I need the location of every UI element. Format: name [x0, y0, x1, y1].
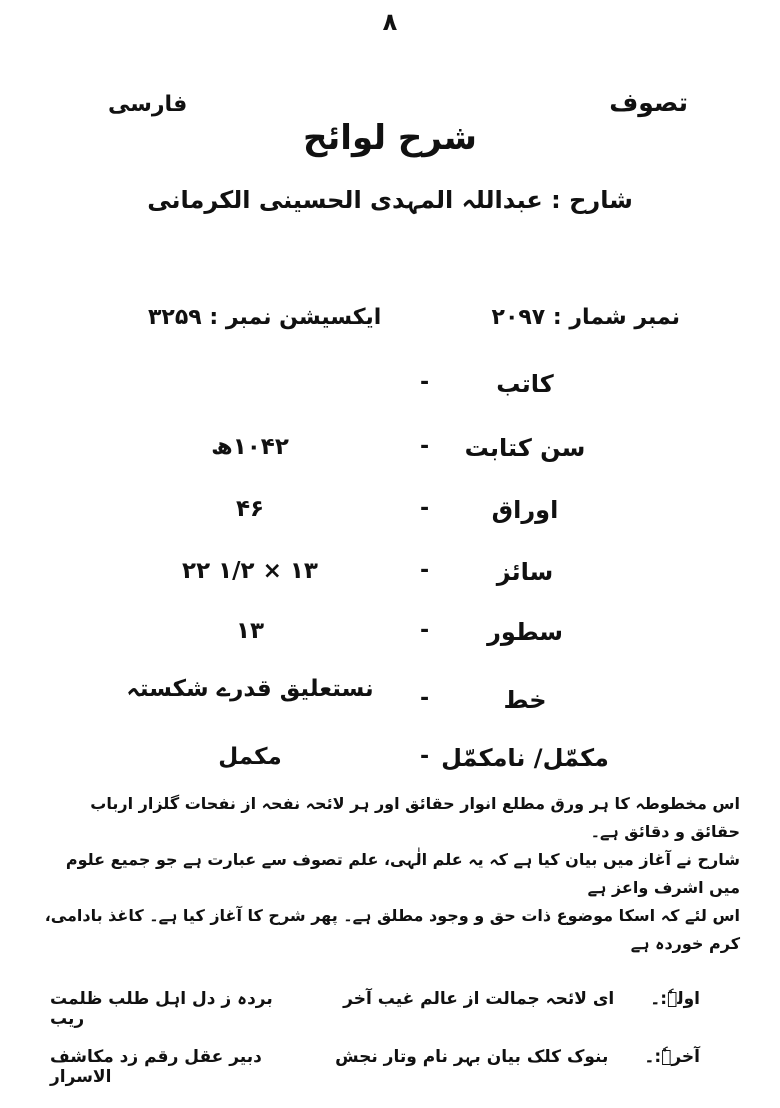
detail-dash: - — [420, 744, 430, 769]
detail-dash: - — [420, 496, 430, 521]
detail-label: سائز — [496, 558, 554, 586]
detail-value: ۴۶ — [235, 496, 265, 522]
explicit-line-2: دبیر عقل رقم زد مکاشف الاسرار — [50, 1047, 262, 1087]
manuscript-title: شرح لوائح — [303, 118, 477, 158]
explicit-line-1: بنوک کلک بیان بہر نام وتار نجش — [335, 1047, 609, 1067]
detail-label: مکمّل/ نامکمّل — [441, 744, 609, 772]
detail-dash: - — [420, 618, 430, 643]
detail-value: ۲۲ ۱/۲ × ۱۳ — [182, 558, 318, 584]
page-number: ۸ — [382, 8, 398, 36]
detail-value: نستعلیق قدرے شکستہ — [126, 676, 374, 702]
explicit-label: آخرہٗ:۔ — [644, 1047, 700, 1067]
accession-number: ایکسیشن نمبر : ۳۲۵۹ — [148, 305, 382, 330]
incipit-label: اولہٗ:۔ — [650, 989, 700, 1009]
description-line: اس لئے کہ اسکا موضوع ذات حق و وجود مطلق ہے۔ پھر شرح کا آغاز کیا ہے۔ کاغذ بادامی، کرم خوردہ ہے — [44, 906, 740, 953]
description-line: شارح نے آغاز میں بیان کیا ہے کہ یہ علم الٰہی، علم تصوف سے عبارت ہے جو جمیع علوم میں اشرف واعز ہے — [65, 850, 740, 897]
detail-label: سطور — [487, 618, 563, 646]
detail-label: سن کتابت — [464, 434, 586, 462]
detail-value: ۱۳ — [235, 618, 265, 644]
subject-label: تصوف — [609, 88, 688, 117]
explicit-row — [50, 1046, 700, 1087]
detail-value: ۱۰۴۲ھ — [211, 434, 289, 460]
detail-label: کاتب — [496, 370, 554, 398]
serial-number: نمبر شمار : ۲۰۹۷ — [491, 305, 680, 330]
incipit-row — [50, 988, 700, 1029]
commentator: شارح : عبداللہ المہدی الحسینی الکرمانی — [147, 186, 633, 214]
detail-label: خط — [503, 686, 547, 714]
detail-dash: - — [420, 434, 430, 459]
incipit-line-2: بردہ ز دل اہل طلب ظلمت ریب — [50, 989, 273, 1029]
description-paragraph — [40, 790, 740, 958]
detail-label: اوراق — [491, 496, 559, 524]
description-line: اس مخطوطہ کا ہر ورق مطلع انوار حقائق اور ہر لائحہ نفحہ از نفحات گلزار ارباب حقائق و دقائق ہے۔ — [90, 794, 740, 841]
detail-dash: - — [420, 558, 430, 583]
language-label: فارسی — [108, 92, 188, 117]
detail-dash: - — [420, 370, 430, 395]
detail-value: مکمل — [218, 744, 282, 770]
incipit-line-1: ای لائحہ جمالت از عالم غیب آخر — [343, 989, 615, 1009]
detail-dash: - — [420, 686, 430, 711]
